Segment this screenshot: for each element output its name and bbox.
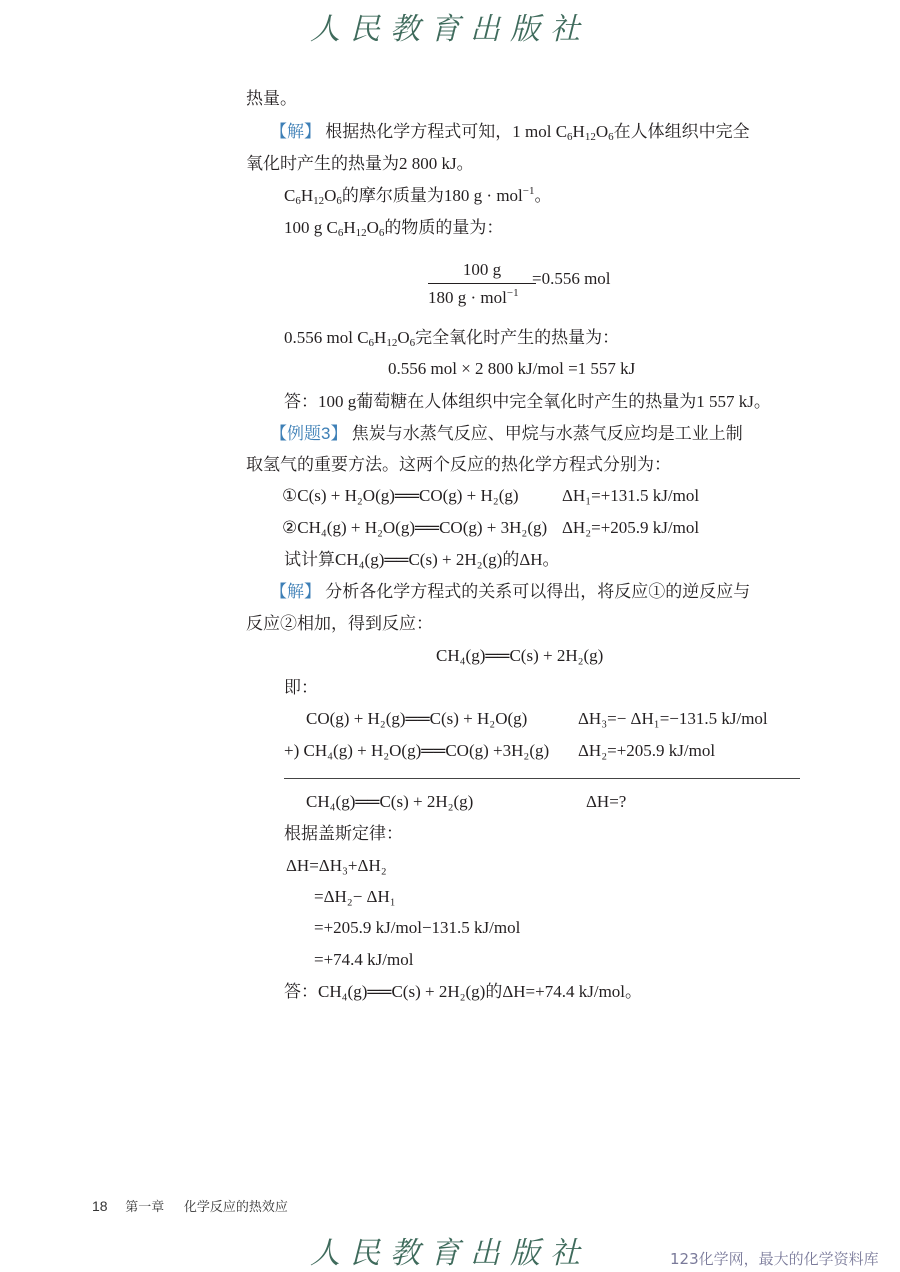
fraction-result: =0.556 mol [532,269,611,288]
chapter-title: 化学反应的热效应 [183,1199,288,1214]
equation-2: +) CH₄(g) + H₂O(g)══CO(g) +3H₂(g) [284,741,550,760]
solution-line-2: 氧化时产生的热量为2 800 kJ。 [246,154,474,173]
fraction-denominator: 180 g · mol$^{-1}$ [428,287,519,307]
reaction-2: ②CH₄(g) + H₂O(g)══CO(g) + 3H₂(g) [282,518,548,537]
step-4: =+74.4 kJ/mol [314,950,414,969]
heat-calculation: 0.556 mol × 2 800 kJ/mol =1 557 kJ [388,359,636,378]
sum-line [284,778,800,779]
amount-line: 100 g $C_6H_{12}O_6$的物质的量为： [284,218,504,239]
answer-1: 答：100 g葡萄糖在人体组织中完全氧化时产生的热量为1 557 kJ。 [284,392,771,411]
reaction-2-enthalpy: ΔH₂=+205.9 kJ/mol [562,518,700,537]
page-footer [92,1196,288,1215]
solution-text-end: 在人体组织中完全 [613,122,750,141]
solution-tag: 【解】 [270,122,321,141]
paragraph-continuation: 热量。 [246,89,297,108]
example-tag: 【例题3】 [270,424,348,443]
equation-1-enthalpy: ΔH₃=− ΔH₁=−131.5 kJ/mol [578,709,768,728]
hess-law-label: 根据盖斯定律： [284,824,403,843]
solution-2-line-2: 反应②相加，得到反应： [246,614,433,633]
equation-1: CO(g) + H₂(g)══C(s) + H₂O(g) [306,709,528,728]
chapter-label: 第一章 [125,1199,165,1214]
equation-sum: CH₄(g)══C(s) + 2H₂(g) [306,792,474,811]
equation-sum-enthalpy: ΔH=? [586,792,627,811]
solution-tag-2: 【解】 [270,582,321,601]
step-3: =+205.9 kJ/mol−131.5 kJ/mol [314,918,521,937]
equation-2-enthalpy: ΔH₂=+205.9 kJ/mol [578,741,716,760]
heat-line: 0.556 mol $C_6H_{12}O_6$完全氧化时产生的热量为： [284,328,620,349]
publisher-logo-bottom: 人民教育出版社 [310,1236,590,1271]
ji-label: 即： [284,678,318,697]
step-1: ΔH=ΔH₃+ΔH₂ [286,856,387,875]
page-number: 18 [92,1198,108,1214]
task-line: 试计算CH₄(g)══C(s) + 2H₂(g)的ΔH。 [284,550,560,569]
solution-2-line-1: 【解】 分析各化学方程式的关系可以得出，将反应①的逆反应与 [270,582,751,601]
fraction-numerator: 100 g [462,260,502,279]
fraction-bar [428,283,536,284]
answer-2: 答：CH₄(g)══C(s) + 2H₂(g)的ΔH=+74.4 kJ/mol。 [284,982,643,1001]
solution-line-1: 【解】 根据热化学方程式可知，1 mol $C_6H_{12}O_6$在人体组织中完全 [270,122,750,143]
step-2: =ΔH₂− ΔH₁ [314,887,396,906]
example-3-line-2: 取氢气的重要方法。这两个反应的热化学方程式分别为： [246,455,671,474]
solution-text: 根据热化学方程式可知，1 mol C [325,122,568,141]
publisher-logo-top: 人民教育出版社 [310,12,590,47]
molar-mass-line: $C_6H_{12}O_6$的摩尔质量为180 g · mol$^{-1}$。 [284,185,552,207]
example-3-line-1: 【例题3】 焦炭与水蒸气反应、甲烷与水蒸气反应均是工业上制 [270,424,743,443]
reaction-1: ①C(s) + H₂O(g)══CO(g) + H₂(g) [282,486,519,505]
reaction-1-enthalpy: ΔH₁=+131.5 kJ/mol [562,486,700,505]
target-reaction: CH₄(g)══C(s) + 2H₂(g) [436,646,604,665]
watermark: 123化学网，最大的化学资料库 [670,1250,879,1268]
